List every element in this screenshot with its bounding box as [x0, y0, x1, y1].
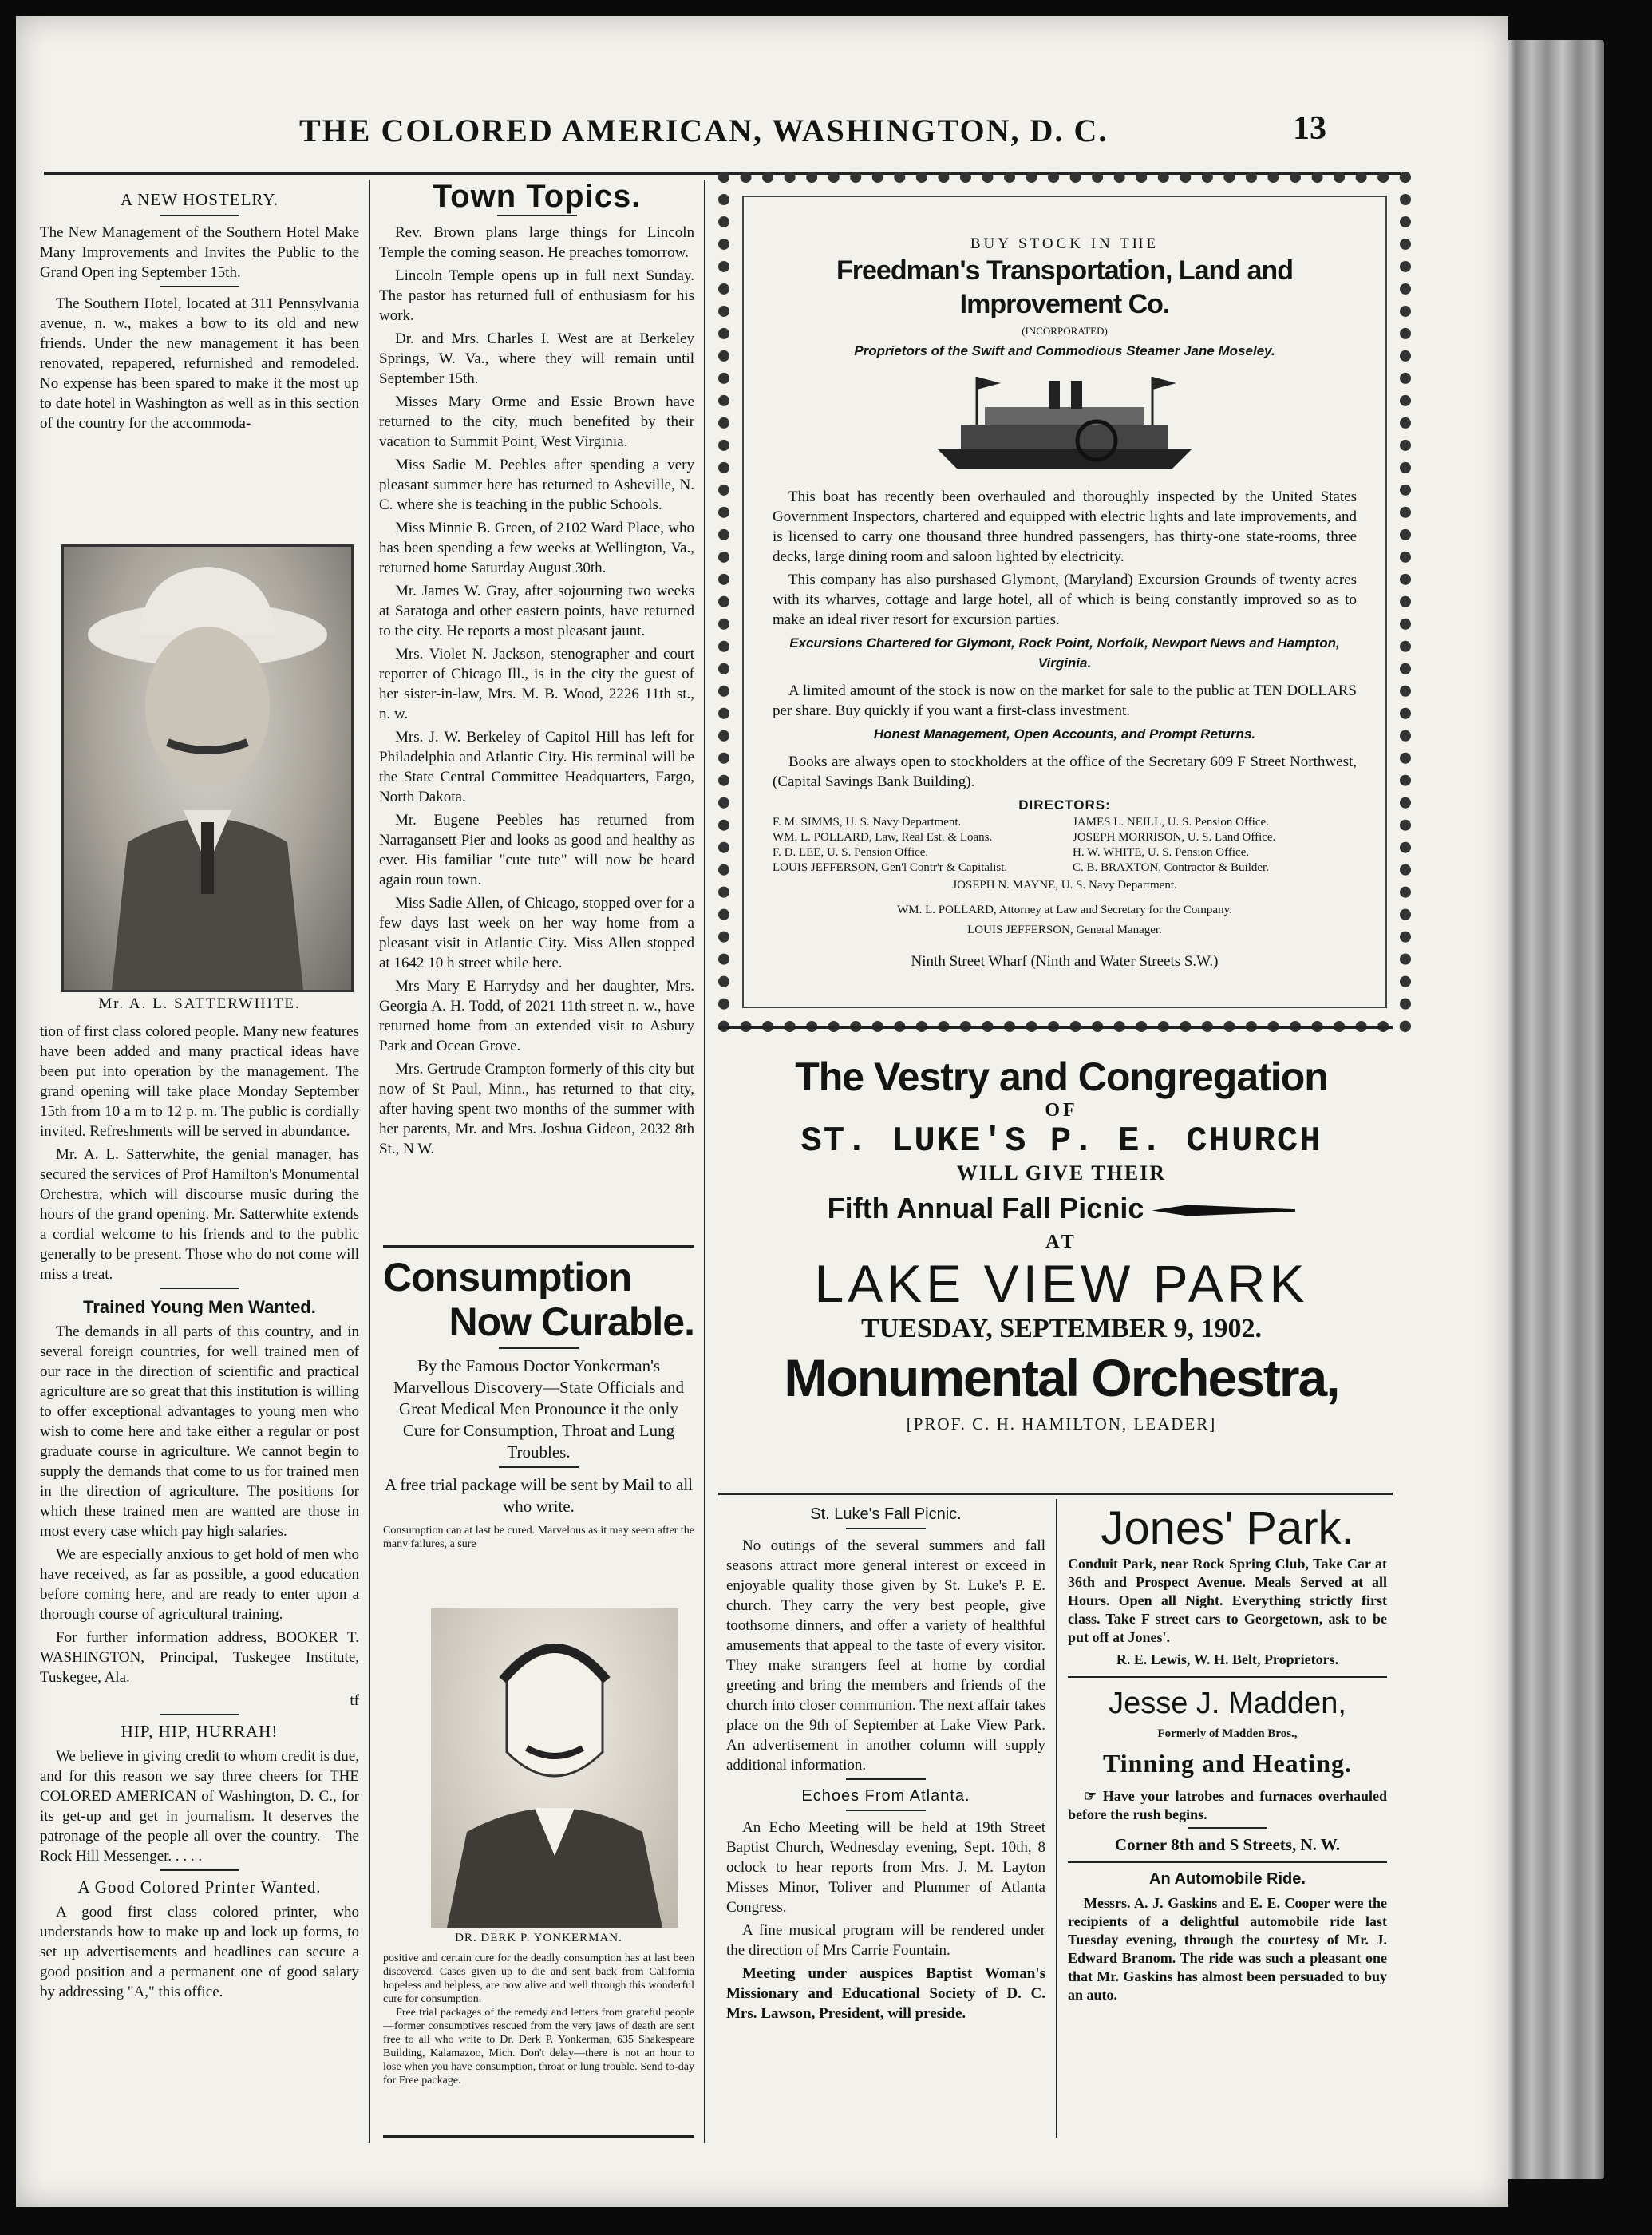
title-rule — [497, 215, 577, 216]
hip-title: HIP, HIP, HURRAH! — [121, 1722, 279, 1741]
town-item: Mrs. J. W. Berkeley of Capitol Hill has left for Philadelphia and Atlantic City. His terminal will be the State Central Committee Headquarters, Fargo, North Dakota. — [379, 729, 694, 805]
consumption-small: Consumption can at last be cured. Marvelous as it may seem after the many failures, a sure — [383, 1525, 694, 1550]
steamer-icon — [929, 369, 1200, 481]
ad-director-last: JOSEPH N. MAYNE, U. S. Navy Department. — [952, 879, 1177, 892]
column-1-bottom — [40, 994, 359, 2005]
masthead: THE COLORED AMERICAN, WASHINGTON, D. C. — [299, 113, 1109, 148]
consumption-offer: A free trial package will be sent by Mail to all who write. — [384, 1475, 694, 1516]
jones-proprietors: R. E. Lewis, W. H. Belt, Proprietors. — [1116, 1652, 1339, 1667]
director: LOUIS JEFFERSON, Gen'l Contr'r & Capitalist. — [773, 861, 1008, 874]
town-item: Miss Minnie B. Green, of 2102 Ward Place, who has been spending a few weeks at Wellington, Va., returned home Saturday August 30th. — [379, 520, 694, 576]
echoes-title: Echoes From Atlanta. — [801, 1787, 970, 1805]
picnic-line-7: LAKE VIEW PARK — [814, 1254, 1309, 1313]
picnic-top-rule — [718, 1026, 1393, 1029]
consumption-lower — [383, 1932, 694, 2087]
ad-honest: Honest Management, Open Accounts, and Prompt Returns. — [873, 726, 1256, 742]
director: H. W. WHITE, U. S. Pension Office. — [1073, 846, 1250, 859]
picnic-line-1: The Vestry and Congregation — [795, 1054, 1328, 1099]
ad-general-manager: LOUIS JEFFERSON, General Manager. — [967, 924, 1162, 936]
consumption-bottom-rule — [383, 2135, 694, 2138]
book-page-edges — [1500, 40, 1604, 2179]
picnic-line-10: [PROF. C. H. HAMILTON, LEADER] — [906, 1414, 1217, 1434]
column-divider-3 — [1056, 1499, 1057, 2138]
ad-incorporated: (INCORPORATED) — [1022, 325, 1108, 337]
yonkerman-sketch — [431, 1608, 678, 1928]
newspaper-page — [16, 16, 1508, 2207]
madden-trade: Tinning and Heating. — [1103, 1749, 1352, 1778]
consumption-ad — [383, 1255, 694, 1551]
page-number: 13 — [1293, 110, 1326, 147]
title-rule — [499, 1347, 579, 1349]
hip-body: We believe in giving credit to whom credit is due, and for this reason we say three cheers for THE COLORED AMERICAN of Washington, D. C., for its get-up and get in journalism. It deserves the patronage of the people all over the country.—The Rock Hill Messenger. . . . . — [40, 1748, 359, 1865]
ad-proprietors: Proprietors of the Swift and Commodious Steamer Jane Moseley. — [854, 343, 1275, 358]
hostelry-lead: The New Management of the Southern Hotel Make Many Improvements and Invites the Public to the Grand Open ing September 15th. — [40, 224, 359, 281]
town-item: Mr. James W. Gray, after sojourning two weeks at Saratoga and other eastern points, have returned to the city. He reports a most pleasant jaunt. — [379, 583, 694, 639]
madden-formerly: Formerly of Madden Bros., — [1157, 1727, 1298, 1740]
town-item: Mrs. Violet N. Jackson, stenographer and court reporter of Chicago Ill., is in the city the guest of her sister-in-law, Mrs. M. B. Wood, 2226 11th st., n. w. — [379, 646, 694, 722]
column-2 — [379, 179, 694, 1162]
pointing-hand-icon: ☞ — [1084, 1788, 1097, 1804]
title-rule — [846, 1528, 926, 1529]
picnic-line-3: ST. LUKE'S P. E. CHURCH — [800, 1121, 1322, 1161]
picnic-announcement — [734, 1054, 1389, 1434]
consumption-body: positive and certain cure for the deadly consumption has at last been discovered. Cases given up to die and sent back from California hopeless and helpless, are now alive and well through this wonderful cure for consumption. — [383, 1952, 694, 2005]
consumption-subtitle: By the Famous Doctor Yonkerman's Marvellous Discovery—State Officials and Great Medical Men Pronounce it the only Cure for Consumption, Throat and Lung Troubles. — [393, 1356, 685, 1462]
lead-rule — [160, 286, 239, 287]
madden-name: Jesse J. Madden, — [1109, 1687, 1346, 1720]
jones-body: Conduit Park, near Rock Spring Club, Take Car at 36th and Prospect Avenue. Meals Served at all Hours. Open all Night. Everything strictly first class. Take F street cars to Georgetown, ask to be put off at Jones'. — [1068, 1556, 1387, 1645]
town-item: Rev. Brown plans large things for Lincoln Temple the coming season. He preaches tomorrow. — [379, 224, 694, 261]
ad-directors-title: DIRECTORS: — [1018, 797, 1111, 813]
column-4 — [1068, 1502, 1387, 2008]
stlukes-body: No outings of the several summers and fall seasons attract more general interest or exceed in enjoyable quality those given by St. Luke's P. E. church. They carry the very best people, give toothsome dinners, and offer a variety of healthful amusements that appeal to the taste of every visitor. They make strangers feel at home by cordial greeting and bring the members and friends of the church into closer communion. The next affair takes place on the 9th of September at Lake View Park. An advertisement in another column will supply additional information. — [726, 1537, 1045, 1774]
director: JAMES L. NEILL, U. S. Pension Office. — [1073, 816, 1269, 829]
ad-paragraph-2: This company has also purshased Glymont, (Maryland) Excursion Grounds of twenty acres with its wharves, cottage and large hotel, all of which is being constantly improved so as to make an ideal river resort for excursion parties. — [773, 572, 1357, 628]
hostelry-title: A NEW HOSTELRY. — [121, 190, 279, 209]
director: JOSEPH MORRISON, U. S. Land Office. — [1073, 831, 1276, 844]
director: F. M. SIMMS, U. S. Navy Department. — [773, 816, 962, 829]
town-item: Miss Sadie M. Peebles after spending a very pleasant summer here has returned to Asheville, N. C. where she is teaching in the public Schools. — [379, 457, 694, 513]
town-item: Misses Mary Orme and Essie Brown have returned to the city, much benefited by their vacation to Summit Point, West Virginia. — [379, 394, 694, 450]
stock-ad-inner — [742, 196, 1387, 1008]
satterwhite-portrait — [61, 544, 354, 992]
town-item: Mrs Mary E Harrydsy and her daughter, Mrs. Georgia A. H. Todd, of 2021 11th street n. w., have returned home from an extended visit to Asbury Park and Ocean Grove. — [379, 978, 694, 1054]
hostelry-cont-1: tion of first class colored people. Many new features have been added and many practical ideas have been put into operation by the management. The grand opening will take place Monday September 15th from 10 a m to 12 p. m. The public is cordially invited. Refreshments will be served in abundance. — [40, 1023, 359, 1140]
sketch-illustration — [431, 1608, 678, 1928]
trained-body-2: We are especially anxious to get hold of men who have received, as far as possible, a good education before coming here, and are ready to enter upon a thorough course of agricultural training. — [40, 1546, 359, 1623]
subtitle-rule — [499, 1466, 579, 1468]
consumption-title-1: Consumption — [383, 1255, 632, 1299]
stlukes-title: St. Luke's Fall Picnic. — [810, 1505, 962, 1523]
consumption-body-2: Free trial packages of the remedy and letters from grateful people—former consumptives rescued from the very jaws of death are sent free to all who write to Dr. Derk P. Yonkerman, 635 Shakespeare Building, Kalamazoo, Mich. Don't delay—there is not an hour to lose when you have consumption, throat or lung trouble. Send to-day for Free package. — [383, 2007, 694, 2087]
picnic-line-8: TUESDAY, SEPTEMBER 9, 1902. — [861, 1314, 1262, 1343]
title-rule — [160, 215, 239, 216]
consumption-top-rule — [383, 1245, 694, 1248]
town-topics-title: Town Topics. — [432, 179, 642, 214]
steamer-illustration-wrap — [773, 369, 1357, 481]
ad-paragraph-3: A limited amount of the stock is now on the market for sale to the public at TEN DOLLARS per share. Buy quickly if you want a first-class investment. — [773, 682, 1357, 719]
echoes-body-3: Meeting under auspices Baptist Woman's Missionary and Educational Society of D. C. Mrs. Lawson, President, will preside. — [726, 1965, 1045, 2022]
ad-buy: BUY STOCK IN THE — [970, 235, 1160, 252]
hostelry-body: The Southern Hotel, located at 311 Pennsylvania avenue, n. w., makes a bow to its old and new friends. Under the new management it has been renovated, repapered, refurnished and remodeled. No expense has been spared to make it the most up to date hotel in Washington as well as in this section of the country for the accommoda- — [40, 295, 359, 432]
ad-paragraph-4: Books are always open to stockholders at the office of the Secretary 609 F Street Northwest, (Capital Savings Bank Building). — [773, 754, 1357, 790]
section-rule — [1188, 1827, 1267, 1829]
section-rule — [160, 1869, 239, 1871]
column-3 — [726, 1505, 1045, 2027]
picnic-line-5: Fifth Annual Fall Picnic — [827, 1192, 1144, 1224]
column-1-top — [40, 184, 359, 437]
director: C. B. BRAXTON, Contractor & Builder. — [1073, 861, 1269, 874]
ad-excursions: Excursions Chartered for Glymont, Rock Point, Norfolk, Newport News and Hampton, Virginia. — [789, 635, 1340, 670]
hostelry-cont-2: Mr. A. L. Satterwhite, the genial manager, has secured the services of Prof Hamilton's Monumental Orchestra, which will discourse music during the hours of the grand opening. Mr. Satterwhite extends a cordial welcome to his friends and to the public generally to be present. Those who do not come will miss a treat. — [40, 1146, 359, 1283]
picnic-line-6: AT — [1045, 1232, 1077, 1252]
madden-body: Have your latrobes and furnaces overhauled before the rush begins. — [1068, 1788, 1388, 1822]
section-rule — [160, 1714, 239, 1715]
auto-title: An Automobile Ride. — [1149, 1870, 1306, 1888]
consumption-title-2: Now Curable. — [449, 1299, 694, 1344]
title-rule — [846, 1810, 926, 1811]
portrait-illustration — [64, 547, 351, 990]
picnic-line-2: OF — [1045, 1100, 1078, 1121]
town-item: Lincoln Temple opens up in full next Sunday. The pastor has returned full of enthusiasm for his work. — [379, 267, 694, 324]
printer-title: A Good Colored Printer Wanted. — [77, 1877, 322, 1897]
pointing-hand-icon — [1152, 1205, 1295, 1216]
echoes-body-1: An Echo Meeting will be held at 19th Street Baptist Church, Wednesday evening, Sept. 10th, 8 oclock to hear reports from Mrs. J. M. Layton Misses Minor, Toliver and Plummer of Atlanta Congress. — [726, 1819, 1045, 1916]
picnic-bottom-rule — [718, 1493, 1393, 1495]
column-divider-2 — [704, 180, 705, 2143]
ad-attorney: WM. L. POLLARD, Attorney at Law and Secretary for the Company. — [897, 904, 1232, 916]
trained-body-3: For further information address, BOOKER T. WASHINGTON, Principal, Tuskegee Institute, Tuskegee, Ala. — [40, 1629, 359, 1686]
madden-body-wrap — [1068, 1787, 1387, 1824]
column-divider-1 — [369, 180, 370, 2143]
town-item: Dr. and Mrs. Charles I. West are at Berkeley Springs, W. Va., where they will remain until September 15th. — [379, 330, 694, 387]
picnic-line-4: WILL GIVE THEIR — [956, 1161, 1167, 1185]
section-rule — [1068, 1676, 1387, 1678]
trained-body-1: The demands in all parts of this country, and in several foreign countries, for well trained men of our race in the direction of scientific and practical agriculture are so great that this institution is willing to offer exceptional advantages to young men who wish to come here and take either a regular or post graduate course in agriculture. We cannot begin to supply the demands that come to us for trained men in the direction of agriculture. The positions for which these trained men are wanted are those in most every case which pay high salaries. — [40, 1323, 359, 1540]
ad-company: Freedman's Transportation, Land and Improvement Co. — [836, 255, 1293, 319]
ad-wharf: Ninth Street Wharf (Ninth and Water Streets S.W.) — [911, 953, 1219, 970]
trained-title: Trained Young Men Wanted. — [83, 1297, 316, 1317]
director: WM. L. POLLARD, Law, Real Est. & Loans. — [773, 831, 993, 844]
section-rule — [160, 1288, 239, 1289]
sketch-caption: DR. DERK P. YONKERMAN. — [455, 1932, 622, 1944]
town-item: Mr. Eugene Peebles has returned from Narragansett Pier and looks as good and healthy as ever. His familiar "cute tute" will now be heard again roun town. — [379, 812, 694, 888]
portrait-caption: Mr. A. L. SATTERWHITE. — [98, 995, 301, 1012]
stock-advertisement — [718, 172, 1411, 1032]
ad-directors-list — [773, 815, 1357, 876]
section-rule — [846, 1778, 926, 1780]
ad-paragraph-1: This boat has recently been overhauled and thoroughly inspected by the United States Government Inspectors, chartered and equipped with electric lights and late improvements, and is licensed to carry one thousand three hundred passengers, has thirty-one state-rooms, three decks, large dining room and saloon lighted by electricity. — [773, 489, 1357, 565]
madden-address: Corner 8th and S Streets, N. W. — [1114, 1835, 1341, 1854]
town-item: Mrs. Gertrude Crampton formerly of this city but now of St Paul, Minn., has returned to that city, after having spent two months of the summer with her parents, Mr. and Mrs. Joshua Gideon, 2032 8th St., N W. — [379, 1061, 694, 1157]
echoes-body-2: A fine musical program will be rendered under the direction of Mrs Carrie Fountain. — [726, 1922, 1045, 1959]
jones-title: Jones' Park. — [1101, 1502, 1354, 1554]
director: F. D. LEE, U. S. Pension Office. — [773, 846, 929, 859]
picnic-line-9: Monumental Orchestra, — [784, 1348, 1339, 1407]
town-item: Miss Sadie Allen, of Chicago, stopped over for a few days last week on her way home from a pleasant visit in Atlantic City. Miss Allen stopped at 1642 10 h street while here. — [379, 895, 694, 971]
auto-body: Messrs. A. J. Gaskins and E. E. Cooper were the recipients of a delightful automobile ride last Tuesday evening, through the courtesy of Mr. J. Edward Branom. The ride was such a pleasant one that Mr. Gaskins has almost been persuaded to buy an auto. — [1068, 1895, 1387, 2003]
trained-tf: tf — [350, 1692, 359, 1709]
printer-body: A good first class colored printer, who understands how to make up and lock up forms, to set up advertisements and headlines can secure a good position and a permanent one of good salary by addressing "A," this office. — [40, 1904, 359, 2000]
picnic-line-5-wrap — [734, 1192, 1389, 1225]
section-rule — [1068, 1861, 1387, 1863]
